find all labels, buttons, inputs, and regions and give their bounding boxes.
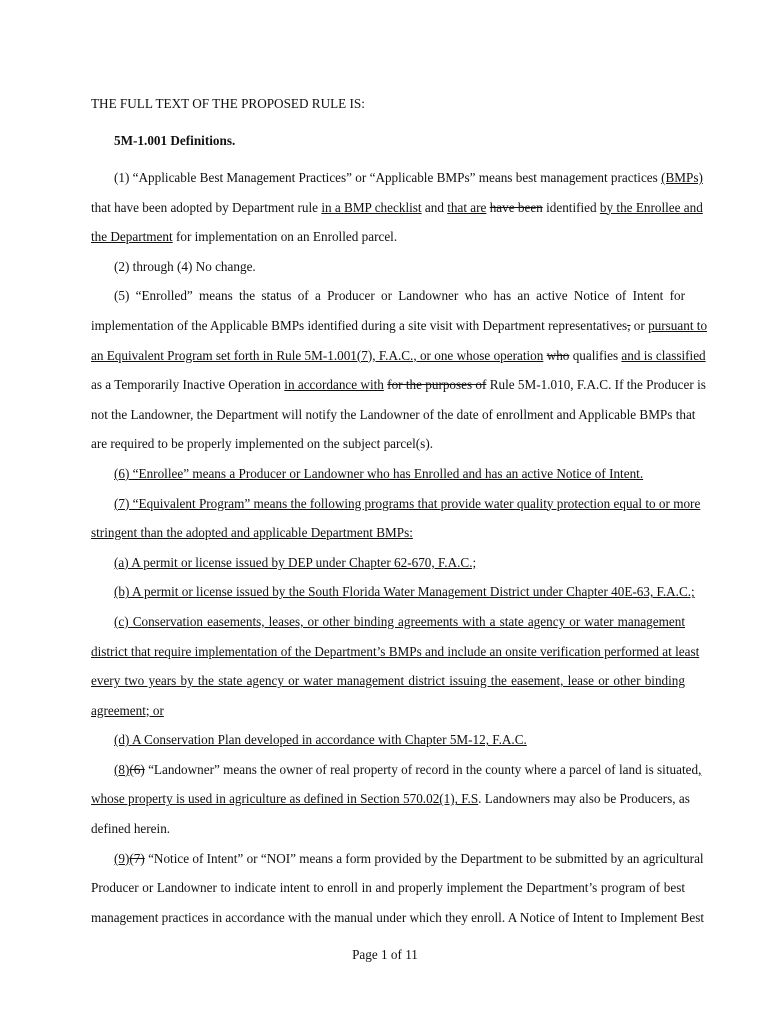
text-line	[91, 341, 706, 371]
inserted-text: in a BMP checklist	[321, 199, 422, 215]
text-line	[91, 429, 685, 459]
text-line	[91, 163, 703, 193]
text-line	[91, 755, 702, 785]
inserted-text: pursuant to	[648, 317, 708, 333]
text-line	[91, 222, 685, 252]
text-line	[91, 607, 685, 637]
inserted-text: (8)	[114, 761, 130, 777]
inserted-text: (7) “Equivalent Program” means the following programs that provide water quality protection equal to or more	[114, 495, 701, 511]
text-segment: . Landowners may also be Producers, as	[478, 791, 690, 807]
text-line	[91, 814, 685, 844]
deleted-text: for the purposes of	[387, 377, 487, 393]
inserted-text: that are	[447, 199, 487, 215]
inserted-text: (a) A permit or license issued by DEP under Chapter 62-670, F.A.C.;	[114, 554, 477, 570]
text-segment: implementation of the Applicable BMPs identified during a site visit with Department representatives	[91, 317, 628, 333]
inserted-text: (c) Conservation easements, leases, or other binding agreements with a state agency or water management	[114, 613, 685, 629]
text-segment: (2) through (4) No change.	[114, 258, 256, 274]
text-segment: as a Temporarily Inactive Operation	[91, 377, 285, 393]
inserted-text: (6) “Enrollee” means a Producer or Landowner who has Enrolled and has an active Notice of Intent.	[114, 465, 644, 481]
inserted-text: (BMPs)	[661, 170, 703, 185]
deleted-text: ,	[627, 317, 631, 333]
text-segment: Producer or Landowner to indicate intent to enroll in and properly implement the Department’s program of best	[91, 880, 685, 896]
inserted-text: district that require implementation of the Department’s BMPs and include an onsite verification performed at least	[91, 643, 700, 659]
text-segment: management practices in accordance with the manual under which they enroll. A Notice of Intent to Implement Best	[91, 909, 705, 925]
deleted-text: (7)	[129, 850, 145, 866]
text-segment: (5) “Enrolled” means the status of a Producer or Landowner who has an active Notice of Intent for	[114, 288, 685, 304]
inserted-text: stringent than the adopted and applicable Department BMPs:	[91, 525, 413, 541]
text-line	[91, 637, 700, 667]
rule-body	[91, 163, 708, 932]
document-title: THE FULL TEXT OF THE PROPOSED RULE IS:	[91, 96, 365, 111]
inserted-text: (9)	[114, 850, 130, 866]
text-line	[91, 459, 685, 489]
inserted-text: (d) A Conservation Plan developed in accordance with Chapter 5M-12, F.A.C.	[114, 732, 527, 748]
text-segment: not the Landowner, the Department will notify the Landowner of the date of enrollment and Applicable BMPs that	[91, 406, 696, 422]
inserted-text: whose property is used in agriculture as defined in Section 570.02(1), F.S	[91, 791, 479, 807]
text-segment: that have been adopted by Department rule	[91, 199, 322, 215]
text-segment: and	[421, 199, 448, 215]
text-segment: defined herein.	[91, 821, 171, 837]
text-line	[91, 725, 685, 755]
text-line	[91, 311, 708, 341]
text-line	[91, 548, 685, 578]
text-line	[91, 252, 685, 282]
deleted-text: (6)	[129, 761, 145, 777]
text-segment: Rule 5M-1.010, F.A.C. If the Producer is	[486, 377, 706, 393]
text-segment: qualifies	[569, 347, 622, 363]
text-line	[91, 489, 701, 519]
text-line	[91, 281, 685, 311]
text-line	[91, 577, 695, 607]
text-segment: for implementation on an Enrolled parcel.	[172, 229, 398, 245]
text-line	[91, 666, 685, 696]
inserted-text: in accordance with	[284, 377, 384, 393]
inserted-text: by the Enrollee and	[599, 199, 703, 215]
text-line	[91, 400, 696, 430]
page-number: Page 1 of 11	[352, 947, 418, 962]
text-line	[91, 844, 704, 874]
text-line	[91, 518, 685, 548]
text-line	[91, 370, 706, 400]
text-segment: or	[630, 317, 649, 333]
deleted-text: who	[546, 347, 570, 363]
text-segment: are required to be properly implemented on the subject parcel(s).	[91, 436, 434, 452]
text-line	[91, 873, 685, 903]
inserted-text: agreement; or	[91, 702, 164, 718]
text-line	[91, 193, 703, 223]
rule-heading: 5M-1.001 Definitions.	[114, 133, 236, 148]
text-segment: “Notice of Intent” or “NOI” means a form provided by the Department to be submitted by an agricultural	[144, 850, 704, 866]
inserted-text: and is classified	[621, 347, 706, 363]
text-segment: (1) “Applicable Best Management Practices” or “Applicable BMPs” means best management practices	[114, 170, 662, 185]
text-line	[91, 784, 690, 814]
text-segment: “Landowner” means the owner of real property of record in the county where a parcel of land is situated	[144, 761, 699, 777]
text-line	[91, 696, 685, 726]
text-line	[91, 903, 705, 933]
inserted-text: ,	[698, 761, 702, 777]
inserted-text: an Equivalent Program set forth in Rule 5M-1.001(7), F.A.C., or one whose operation	[91, 347, 544, 363]
deleted-text: have been	[489, 199, 543, 215]
inserted-text: every two years by the state agency or water management district issuing the easement, lease or other binding	[91, 673, 685, 689]
inserted-text: (b) A permit or license issued by the South Florida Water Management District under Chapter 40E-63, F.A.C.;	[114, 584, 695, 600]
text-segment: identified	[542, 199, 600, 215]
inserted-text: the Department	[91, 229, 173, 245]
